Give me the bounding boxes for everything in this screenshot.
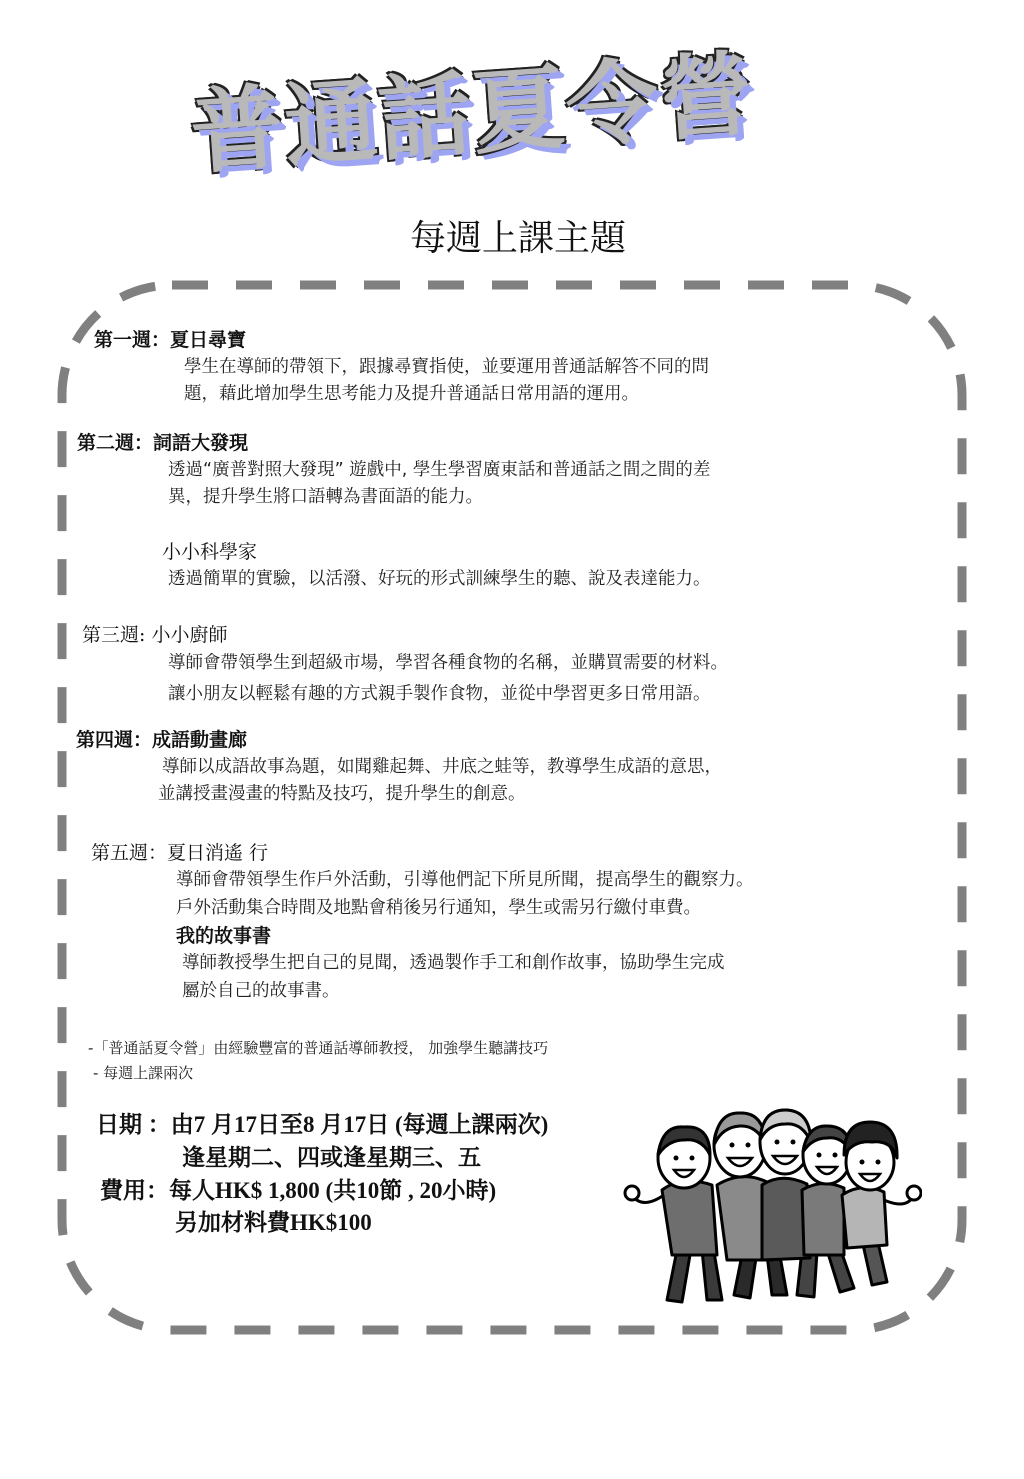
week2-heading: 第二週：詞語大發現 [77,432,249,454]
week4-line1: 導師以成語故事為題，如聞雞起舞、井底之蛙等，教導學生成語的意思， [162,757,722,777]
week2-line2: 異，提升學生將口語轉為書面語的能力。 [168,487,483,507]
week1-line1: 學生在導師的帶領下，跟據尋寶指使，並要運用普通話解答不同的問 [184,357,709,377]
week2-sub-line1: 透過簡單的實驗，以活潑、好玩的形式訓練學生的聽、說及表達能力。 [168,569,711,589]
week2-sub-heading: 小小科學家 [162,541,258,563]
week3-line1: 導師會帶領學生到超級市場，學習各種食物的名稱，並購買需要的材料。 [168,653,728,673]
material-line: 另加材料費HK$100 [175,1210,372,1235]
week5-sub-heading: 我的故事書 [176,925,272,947]
days-line: 逢星期二、四或逢星期三、五 [182,1145,481,1170]
week5-heading: 第五週：夏日消遙 行 [91,842,269,864]
fee-line: 費用：每人HK$ 1,800 (共10節 , 20小時) [100,1178,497,1203]
page-title: 普通話夏令營 [187,39,758,188]
week5-line2: 戶外活動集合時間及地點會稍後另行通知，學生或需另行繳付車費。 [176,898,701,918]
week1-heading: 第一週：夏日尋寶 [94,329,247,351]
week1-line2: 題，藉此增加學生思考能力及提升普通話日常用語的運用。 [184,384,639,404]
week4-heading: 第四週：成語動畫廊 [76,729,248,751]
date-line: 日期 ：由7 月17日至8 月17日 (每週上課兩次) [96,1112,549,1137]
week2-line1: 透過“廣普對照大發現” 遊戲中, 學生學習廣東話和普通話之間之間的差 [168,460,711,480]
week3-heading: 第三週: 小小廚師 [82,624,228,646]
week4-line2: 並講授畫漫畫的特點及技巧，提升學生的創意。 [158,784,526,804]
note-line2: - 每週上課兩次 [93,1064,194,1082]
page-subtitle: 每週上課主題 [410,218,627,259]
kids-illustration [622,1100,922,1310]
week5-sub-line1: 導師教授學生把自己的見聞，透過製作手工和創作故事，協助學生完成 [182,953,725,973]
week5-sub-line2: 屬於自己的故事書。 [182,981,340,1001]
note-line1: -「普通話夏令營」由經驗豐富的普通話導師教授， 加強學生聽講技巧 [88,1039,549,1057]
week5-line1: 導師會帶領學生作戶外活動，引導他們記下所見所聞，提高學生的觀察力。 [176,870,754,890]
week3-line2: 讓小朋友以輕鬆有趣的方式親手製作食物，並從中學習更多日常用語。 [168,684,711,704]
